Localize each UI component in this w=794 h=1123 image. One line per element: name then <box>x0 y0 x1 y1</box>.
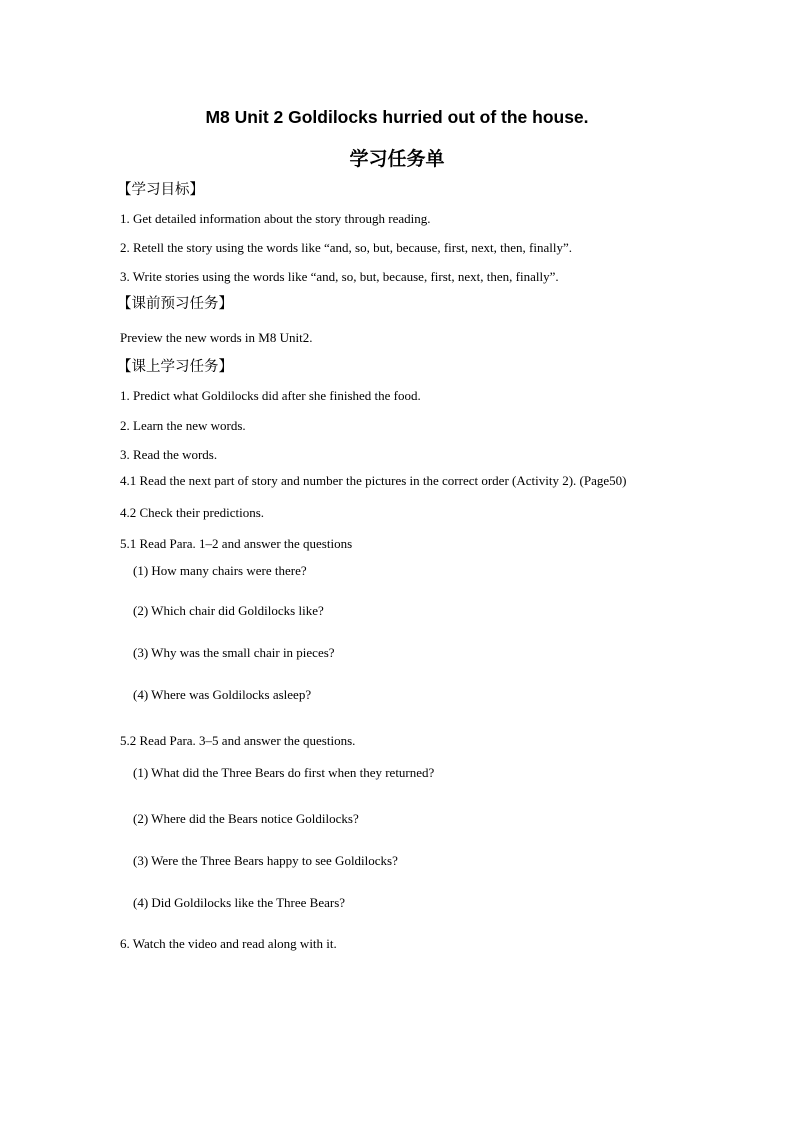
class-item-4-1: 4.1 Read the next part of story and number the pictures in the correct order (Activity 2). (Page50) <box>120 473 627 488</box>
goal-item-3: 3. Write stories using the words like “and, so, but, because, first, next, then, finally”. <box>120 269 559 284</box>
class-item-5-1: 5.1 Read Para. 1–2 and answer the questions <box>120 536 353 551</box>
class-item-2: 2. Learn the new words. <box>120 418 246 433</box>
preview-item-1: Preview the new words in M8 Unit2. <box>120 330 313 345</box>
question-5-1-3: (3) Why was the small chair in pieces? <box>133 645 335 660</box>
question-5-1-2: (2) Which chair did Goldilocks like? <box>133 603 324 618</box>
document-title: M8 Unit 2 Goldilocks hurried out of the house. <box>205 107 589 127</box>
question-5-1-1: (1) How many chairs were there? <box>133 563 307 578</box>
question-5-1-4: (4) Where was Goldilocks asleep? <box>133 687 312 702</box>
question-5-2-1: (1) What did the Three Bears do first when they returned? <box>133 765 435 780</box>
question-5-2-2: (2) Where did the Bears notice Goldilocks? <box>133 811 359 826</box>
section-heading-class: 【课上学习任务】 <box>117 359 233 375</box>
section-heading-goals: 【学习目标】 <box>117 182 204 198</box>
class-item-3: 3. Read the words. <box>120 447 218 462</box>
section-heading-preview: 【课前预习任务】 <box>117 296 233 312</box>
class-item-1: 1. Predict what Goldilocks did after she finished the food. <box>120 388 421 403</box>
goal-item-1: 1. Get detailed information about the story through reading. <box>120 211 431 226</box>
question-5-2-3: (3) Were the Three Bears happy to see Goldilocks? <box>133 853 398 868</box>
class-item-6: 6. Watch the video and read along with it. <box>120 936 337 951</box>
class-item-5-2: 5.2 Read Para. 3–5 and answer the questions. <box>120 733 356 748</box>
document-subtitle: 学习任务单 <box>349 148 445 170</box>
class-item-4-2: 4.2 Check their predictions. <box>120 505 265 520</box>
goal-item-2: 2. Retell the story using the words like “and, so, but, because, first, next, then, finally”. <box>120 240 573 255</box>
question-5-2-4: (4) Did Goldilocks like the Three Bears? <box>133 895 346 910</box>
